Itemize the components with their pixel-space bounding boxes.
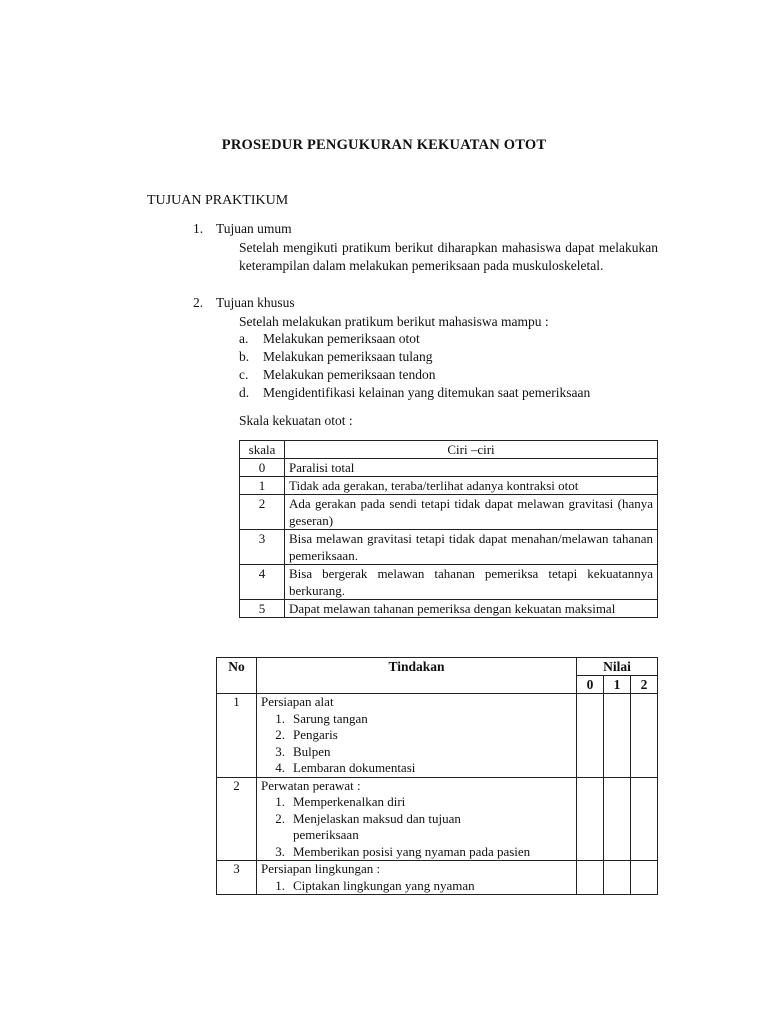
- ciri-text: Dapat melawan tahanan pemeriksa dengan kekuatan maksimal: [285, 600, 658, 618]
- score-cell[interactable]: [577, 777, 604, 861]
- tujuan-1-label: Tujuan umum: [216, 221, 292, 236]
- khusus-item: d. Mengidentifikasi kelainan yang ditemukan saat pemeriksaan: [239, 385, 591, 400]
- tindakan-cell: [257, 694, 577, 778]
- score-cell[interactable]: [631, 777, 658, 861]
- skala-value: 3: [240, 530, 285, 565]
- tujuan-1-text: Setelah mengikuti pratikum berikut diharapkan mahasiswa dapat melakukan keterampilan dalam melakukan pemeriksaan pada muskuloskeletal.: [239, 240, 658, 273]
- row-number: 3: [217, 861, 257, 895]
- ciri-text: Paralisi total: [285, 459, 658, 477]
- score-header-2: 2: [631, 676, 658, 694]
- tujuan-2-text: Setelah melakukan pratikum berikut mahasiswa mampu :: [239, 314, 549, 329]
- tindakan-heading: Persiapan lingkungan :: [261, 861, 381, 876]
- list-item: 3. Bulpen: [275, 743, 331, 759]
- list-item: 2. Pengaris: [275, 727, 338, 742]
- ciri-text: Bisa bergerak melawan tahanan pemeriksa tetapi kekuatannya berkurang.: [285, 565, 658, 600]
- score-cell[interactable]: [631, 861, 658, 895]
- score-cell[interactable]: [577, 861, 604, 895]
- score-header-1: 1: [604, 676, 631, 694]
- skala-value: 5: [240, 600, 285, 618]
- tindakan-cell: [257, 777, 577, 861]
- row-number: 2: [217, 777, 257, 861]
- tindakan-items: [261, 711, 572, 777]
- page-title: PROSEDUR PENGUKURAN KEKUATAN OTOT: [221, 137, 547, 153]
- column-header-tindakan: Tindakan: [257, 658, 577, 694]
- skala-value: 2: [240, 495, 285, 530]
- khusus-item: b. Melakukan pemeriksaan tulang: [239, 349, 433, 364]
- tindakan-table: [216, 657, 658, 895]
- tujuan-1-number: 1.: [193, 221, 204, 236]
- tindakan-heading: Perwatan perawat :: [261, 777, 361, 793]
- tindakan-items: [261, 878, 572, 895]
- score-cell[interactable]: [577, 694, 604, 778]
- table-row: [217, 777, 658, 861]
- score-cell[interactable]: [604, 777, 631, 861]
- table-row: [240, 459, 658, 477]
- table-row: [217, 861, 658, 895]
- table-row: [240, 477, 658, 495]
- list-item: 2. Menjelaskan maksud dan tujuan pemeriksaan: [275, 810, 461, 842]
- score-header-0: 0: [577, 676, 604, 694]
- khusus-list: [239, 330, 590, 402]
- table-header-row: [240, 441, 658, 459]
- list-item: 1. Ciptakan lingkungan yang nyaman: [275, 877, 475, 893]
- skala-value: 1: [240, 477, 285, 495]
- skala-value: 4: [240, 565, 285, 600]
- tujuan-2-number: 2.: [193, 295, 204, 310]
- skala-value: 0: [240, 459, 285, 477]
- column-header-no: No: [217, 658, 257, 694]
- list-item: 1. Memperkenalkan diri: [275, 794, 406, 809]
- khusus-item: c. Melakukan pemeriksaan tendon: [239, 367, 436, 382]
- tindakan-cell: [257, 861, 577, 895]
- column-header-nilai: Nilai: [577, 658, 658, 676]
- row-number: 1: [217, 694, 257, 778]
- table-row: [240, 600, 658, 618]
- list-item: 1. Sarung tangan: [275, 710, 368, 726]
- list-item: 4. Lembaran dokumentasi: [275, 760, 416, 775]
- skala-table: [239, 440, 658, 618]
- section-heading: TUJUAN PRAKTIKUM: [147, 193, 289, 208]
- ciri-text: Bisa melawan gravitasi tetapi tidak dapat menahan/melawan tahanan pemeriksaan.: [285, 530, 658, 565]
- khusus-item: a. Melakukan pemeriksaan otot: [239, 331, 420, 346]
- table-row: [240, 565, 658, 600]
- score-cell[interactable]: [604, 694, 631, 778]
- column-header-skala: skala: [240, 441, 285, 459]
- score-cell[interactable]: [631, 694, 658, 778]
- table-row: [240, 495, 658, 530]
- ciri-text: Tidak ada gerakan, teraba/terlihat adanya kontraksi otot: [285, 477, 658, 495]
- table-row: [240, 530, 658, 565]
- tindakan-heading: Persiapan alat: [261, 694, 334, 709]
- table-header-row: [217, 658, 658, 676]
- table-row: [217, 694, 658, 778]
- list-item: 3. Memberikan posisi yang nyaman pada pasien: [275, 843, 531, 859]
- skala-caption: Skala kekuatan otot :: [239, 413, 353, 428]
- ciri-text: Ada gerakan pada sendi tetapi tidak dapat melawan gravitasi (hanya geseran): [285, 495, 658, 530]
- column-header-ciri: Ciri –ciri: [285, 441, 658, 459]
- tujuan-2-label: Tujuan khusus: [216, 295, 295, 310]
- score-cell[interactable]: [604, 861, 631, 895]
- tindakan-items: [261, 794, 572, 860]
